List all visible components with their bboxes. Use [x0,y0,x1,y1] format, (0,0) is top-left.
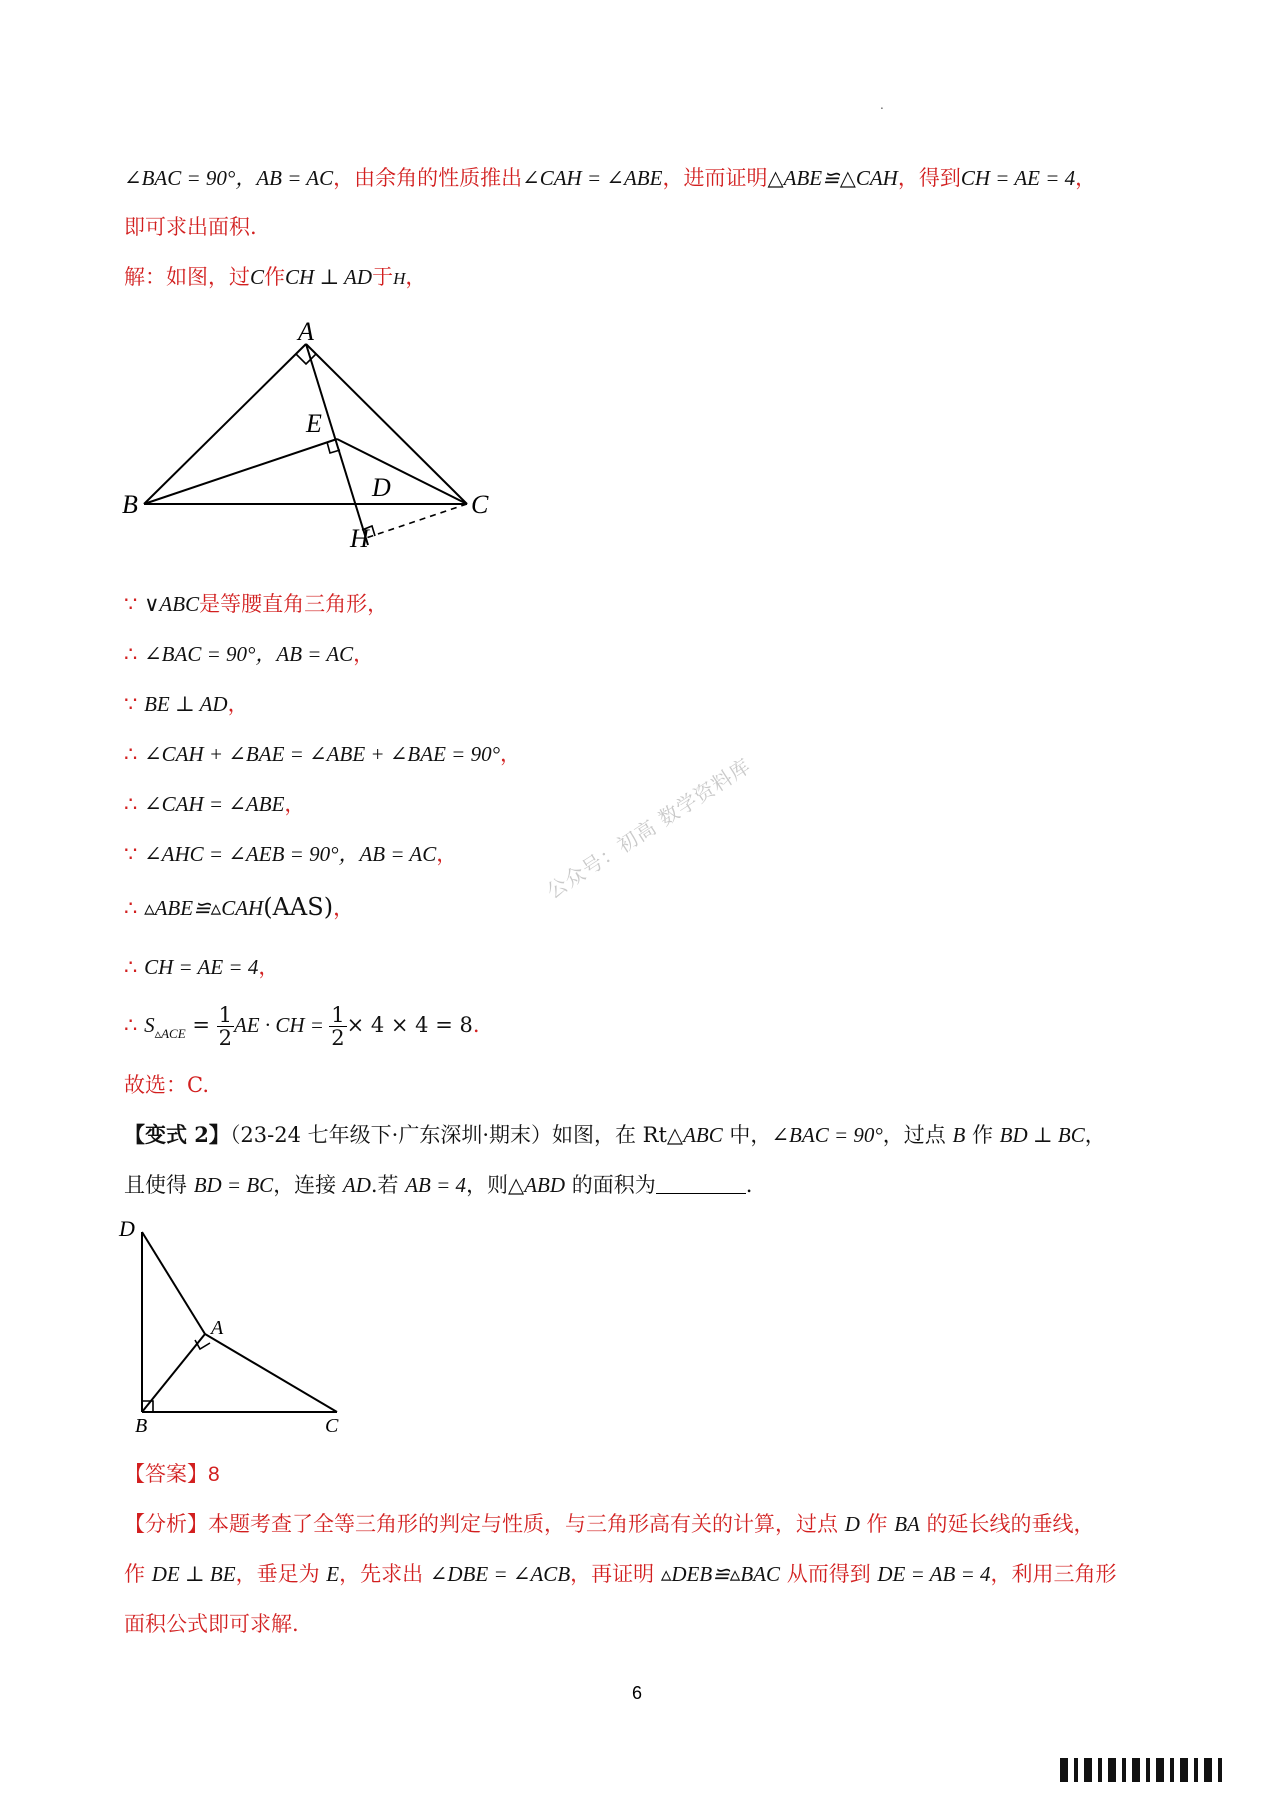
area-symbol: S [144,1013,155,1037]
text: ， [333,896,355,920]
math: ∠DBE = ∠ACB [429,1562,571,1586]
label-d: D [372,473,391,502]
denominator: 2 [331,1026,345,1050]
text: ， [353,642,375,666]
text: ，连接 [273,1173,343,1197]
therefore-symbol: ∴ [124,896,138,920]
answer-label: 【答案】 [124,1462,208,1486]
text: ， [284,792,306,816]
because-symbol: ∵ [124,842,138,866]
answer-line [124,1460,220,1489]
text: ， [258,955,280,979]
watermark-text: 公众号：初高 数学资料库 [542,753,756,904]
text: ，垂足为 [235,1562,327,1586]
math: ∨ABC [144,592,200,616]
text: 作 [859,1512,895,1536]
choice-line: 故选：C. [124,1073,209,1097]
text: 的延长线的垂线， [919,1512,1095,1536]
math: ∠BAC = 90° [771,1123,883,1147]
text: 【分析】本题考查了全等三角形的判定与性质，与三角形高有关的计算，过点 [124,1512,845,1536]
text: .若 [370,1173,406,1197]
text: 作 [124,1562,152,1586]
label-h: H [350,524,369,553]
math: E [326,1562,340,1586]
analysis2-line-3: 面积公式即可求解. [124,1612,299,1636]
math: ABC [683,1123,723,1147]
proof-step-1 [124,590,388,618]
math: ∠BAC = 90°，AB = AC [144,642,354,666]
area-subscript: ▵ACE [154,1026,186,1041]
math: B [952,1123,966,1147]
text: ，利用三角形 [990,1562,1117,1586]
text: . [472,1013,480,1037]
numerator: 1 [218,1003,232,1027]
fraction-half [217,1004,234,1049]
text: 中， [722,1123,772,1147]
math: = [185,1013,217,1037]
figure-1-diagram [110,310,510,560]
proof-step-9 [124,1000,480,1059]
math: ∠CAH = ∠ABE [522,166,663,190]
math: ▵DEB≌▵BAC [660,1562,781,1586]
page-number: 6 [632,1683,643,1703]
right-angle-a [195,1340,210,1349]
math: AE · CH = [233,1013,330,1037]
therefore-symbol: ∴ [124,955,138,979]
math: ∠CAH = ∠ABE [144,792,285,816]
variant-label: 【变式 2】 [124,1122,230,1147]
text: . [745,1173,753,1197]
label-a: A [211,1317,224,1339]
segment-ec [337,439,467,504]
text: 且使得 [124,1173,194,1197]
text: 从而得到 [780,1562,878,1586]
text: 于 [372,265,394,289]
text: ，由余角的性质推出 [333,166,523,190]
math: H [393,269,406,288]
proof-step-2 [124,640,374,668]
analysis2-line-2 [124,1560,1117,1588]
numerator: 1 [331,1003,345,1027]
segment-ac [205,1334,337,1412]
answer-blank [656,1173,746,1194]
math: CH ⊥ AD [285,265,373,289]
denominator: 2 [218,1026,232,1050]
math: BE ⊥ AD [144,692,228,716]
math: AD [342,1173,371,1197]
label-e: E [306,409,322,438]
analysis-line-1 [124,164,1096,192]
text: 的面积为 [565,1173,656,1197]
segment-da [142,1232,205,1334]
math: DE ⊥ BE [151,1562,236,1586]
analysis-line-2: 即可求出面积. [124,215,257,239]
proof-step-7 [124,893,354,922]
therefore-symbol: ∴ [124,742,138,766]
text: ， [436,842,458,866]
math: BA [894,1512,920,1536]
proof-step-3 [124,690,249,718]
text: ， [1075,166,1097,190]
figure-2-diagram [115,1212,355,1437]
math: ABD [524,1173,566,1197]
label-a: A [298,317,314,346]
footer-bars-icon [1000,1750,1250,1790]
math: CH = AE = 4 [144,955,259,979]
answer-value: 8 [208,1463,220,1486]
label-d: D [119,1216,135,1241]
theorem-label: (AAS) [263,893,334,921]
text: ，进而证明 [662,166,768,190]
analysis2-line-1 [124,1510,1095,1538]
text: 解：如图，过 [124,265,250,289]
label-b: B [122,490,138,519]
math: ▵ABE≌▵CAH [144,896,264,920]
therefore-symbol: ∴ [124,1013,138,1037]
proof-step-6 [124,840,457,868]
label-c: C [471,490,489,519]
text: ， [227,692,249,716]
text: 是等腰直角三角形， [199,592,389,616]
segment-ab [144,344,306,504]
label-c: C [325,1415,339,1437]
label-b: B [135,1415,148,1437]
therefore-symbol: ∴ [124,792,138,816]
segment-ch-dashed [366,504,467,538]
math: DE = AB = 4 [877,1562,991,1586]
text: ， [405,265,427,289]
because-symbol: ∵ [124,592,138,616]
math: BD = BC [193,1173,274,1197]
segment-be [144,439,337,504]
proof-step-4 [124,740,521,768]
text: （23-24 七年级下·广东深圳·期末）如图，在 Rt△ [229,1123,684,1147]
text: ， [499,742,521,766]
right-angle-a [296,354,316,364]
text: 作 [264,265,286,289]
text: 作 [965,1123,1000,1147]
because-symbol: ∵ [124,692,138,716]
math: C [250,265,265,289]
variant-2-line-1 [124,1121,1106,1149]
therefore-symbol: ∴ [124,642,138,666]
proof-step-5 [124,790,305,818]
math: D [844,1512,860,1536]
math: ∠CAH + ∠BAE = ∠ABE + ∠BAE = 90° [144,742,500,766]
text: ，再证明 [570,1562,661,1586]
proof-step-8 [124,953,279,981]
fraction-half [329,1004,346,1049]
solution-intro [124,263,426,293]
text: ，过点 [882,1123,953,1147]
math: △ABE≌△CAH [767,166,898,190]
math: × 4 × 4 = 8 [346,1013,473,1037]
math: ∠AHC = ∠AEB = 90°，AB = AC [144,842,437,866]
math: BD ⊥ BC [999,1123,1085,1147]
text: ，则△ [466,1173,525,1197]
math: CH = AE = 4 [960,166,1076,190]
text: ，得到 [897,166,961,190]
math: ∠BAC = 90°，AB = AC [124,166,334,190]
math: AB = 4 [405,1173,467,1197]
top-dot: . [880,98,884,112]
text: ，先求出 [339,1562,430,1586]
variant-2-line-2 [124,1171,752,1199]
text: ， [1084,1123,1106,1147]
